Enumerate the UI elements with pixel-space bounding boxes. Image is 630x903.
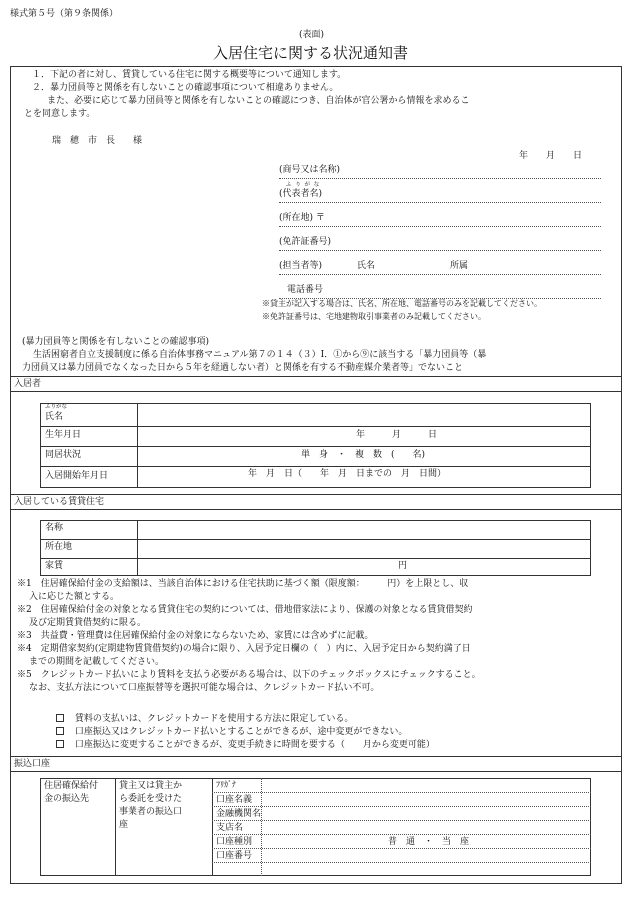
page-title: 入居住宅に関する状況通知書 <box>213 44 409 62</box>
resident-row-line <box>40 446 591 447</box>
confirmation-heading: (暴力団員等と関係を有しないことの確認事項) <box>22 337 210 347</box>
phone-label: 電話番号 <box>287 285 324 295</box>
bank-owner-label: 事業者の振込口 <box>119 807 183 817</box>
household-label: 同居状況 <box>45 450 82 460</box>
checkbox-row-2[interactable] <box>56 727 407 737</box>
contact-name-label: 氏名 <box>357 261 376 271</box>
bank-owner-label: 貸主又は貸主か <box>119 781 183 791</box>
checkbox-row-1[interactable] <box>56 714 353 724</box>
holder-label: 口座名義 <box>216 795 253 805</box>
dob-value[interactable]: 年 月 日 <box>356 430 438 440</box>
bank-dest-label: 住居確保給付 <box>44 781 99 791</box>
account-number-label: 口座番号 <box>216 851 253 861</box>
intro-item-2-cont: また、必要に応じて暴力団員等と関係を有しないことの確認につき、自治体が官公署から情報を求めるこ <box>47 96 470 106</box>
resident-row-line <box>40 426 591 427</box>
license-line[interactable] <box>279 250 601 251</box>
divider <box>10 509 622 510</box>
confirmation-line-1: 生活困窮者自立支援制度に係る自治体事務マニュアル第７の１４（３）Ⅰ．①から⑨に該当する「暴力団員等（暴 <box>33 350 487 360</box>
resident-row-line <box>40 466 591 467</box>
bank-owner-label: ら委託を受けた <box>119 794 183 804</box>
credit-only-checkbox[interactable] <box>56 714 64 722</box>
representative-line[interactable] <box>279 202 601 203</box>
form-number: 様式第５号（第９条関係） <box>10 9 119 19</box>
note-2: ※2 住居確保給付金の対象となる賃貸住宅の契約については、借地借家法により、保護の対象となる賃貸借契約 <box>17 605 473 615</box>
address-line[interactable] <box>279 226 601 227</box>
note-5: ※5 クレジットカード払いにより賃料を支払う必要がある場合は、以下のチェックボックスにチェックすること。 <box>17 670 481 680</box>
institution-label: 金融機関名 <box>216 809 262 819</box>
checkbox-label: 口座振込に変更することができるが、変更手続きに時間を要する（ 月から変更可能） <box>74 740 435 750</box>
account-type-label: 口座種別 <box>216 837 253 847</box>
checkbox-row-3[interactable] <box>56 740 435 750</box>
bank-col-divider <box>115 778 116 876</box>
resident-section-title: 入居者 <box>14 379 42 389</box>
bank-row-line <box>212 806 591 807</box>
checkbox-label: 口座振込又はクレジットカード払いとすることができるが、途中変更ができない。 <box>74 727 408 737</box>
divider <box>10 494 622 495</box>
checkbox-label: 賃料の支払いは、クレジットカードを使用する方法に限定している。 <box>74 714 354 724</box>
trade-name-label: (商号又は名称) <box>279 165 341 175</box>
furigana-label: ﾌﾘｶﾞﾅ <box>216 780 236 789</box>
dob-label: 生年月日 <box>45 430 82 440</box>
side-label: (表面) <box>299 30 325 40</box>
contact-dept-label: 所属 <box>450 261 469 271</box>
contact-label: (担当者等) <box>279 261 323 271</box>
account-type-value[interactable]: 普 通 ・ 当 座 <box>388 837 470 847</box>
housing-row-line <box>40 539 591 540</box>
rep-ruby: ふ り が な <box>286 182 321 188</box>
note-3: ※3 共益費・管理費は住居確保給付金の対象にならないため、家賃には含めずに記載。 <box>17 631 374 641</box>
divider <box>10 756 622 757</box>
representative-label: (代表者名) <box>279 189 323 199</box>
confirmation-line-2: 力団員又は暴力団員でなくなった日から５年を経過しない者）と関係を有する不動産媒介業者等」でないこと <box>22 363 464 373</box>
landlord-note-2: ※免許証番号は、宅地建物取引事業者のみ記載してください。 <box>262 312 486 321</box>
move-in-value[interactable]: 年 月 日（ 年 月 日までの 月 日間） <box>248 469 447 479</box>
housing-table <box>40 520 591 576</box>
bank-section-title: 振込口座 <box>14 759 51 769</box>
bank-row-line <box>212 848 591 849</box>
divider <box>10 771 622 772</box>
name-label: 氏名 <box>45 412 64 422</box>
intro-item-1: １．下記の者に対し、賃貸している住宅に関する概要等について通知します。 <box>32 70 347 80</box>
housing-name-label: 名称 <box>45 523 64 533</box>
rent-yen-unit: 円 <box>398 561 408 571</box>
note-4-cont: までの期間を記載してください。 <box>29 657 165 667</box>
changeable-checkbox[interactable] <box>56 740 64 748</box>
license-label: (免許証番号) <box>279 237 332 247</box>
note-1: ※1 住居確保給付金の支給額は、当該自治体における住宅扶助に基づく額（限度額： 円）を上限とし、収 <box>17 579 469 589</box>
landlord-note-1: ※貸主が記入する場合は、氏名、所在地、電話番号のみを記載してください。 <box>262 299 542 308</box>
date-field[interactable]: 年 月 日 <box>519 151 583 161</box>
move-in-label: 入居開始年月日 <box>45 471 109 481</box>
household-value[interactable]: 単 身 ・ 複 数 ( 名) <box>301 450 426 460</box>
name-ruby: ふりがな <box>45 404 68 410</box>
intro-item-2: ２．暴力団員等と関係を有しないことの確認事項について相違ありません。 <box>32 83 339 93</box>
bank-row-line <box>212 862 591 863</box>
bank-row-line <box>212 792 591 793</box>
housing-row-line <box>40 558 591 559</box>
divider <box>10 391 622 392</box>
note-2-cont: 及び定期賃貸借契約に限る。 <box>29 618 147 628</box>
note-4: ※4 定期借家契約(定期建物賃貸借契約)の場合に限り、入居予定日欄の（ ）内に、入居予定日から契約満了日 <box>17 644 471 654</box>
address-label: (所在地) 〒 <box>279 213 325 223</box>
housing-section-title: 入居している賃貸住宅 <box>14 497 105 507</box>
bank-row-line <box>212 820 591 821</box>
intro-item-2-cont2: とを同意します。 <box>24 109 96 119</box>
no-change-checkbox[interactable] <box>56 727 64 735</box>
note-5-cont: なお、支払方法について口座振替等を選択可能な場合は、クレジットカード払い不可。 <box>29 683 380 693</box>
note-1-cont: 入に応じた額とする。 <box>29 592 120 602</box>
trade-name-line[interactable] <box>279 178 601 179</box>
divider <box>10 376 622 377</box>
contact-line[interactable] <box>279 274 601 275</box>
bank-row-line <box>212 834 591 835</box>
bank-dest-label: 金の振込先 <box>44 794 90 804</box>
branch-label: 支店名 <box>216 823 244 833</box>
rent-label: 家賃 <box>45 561 64 571</box>
housing-location-label: 所在地 <box>45 542 73 552</box>
housing-col-divider <box>137 520 138 576</box>
bank-owner-label: 座 <box>119 820 129 830</box>
addressee: 瑞 穂 市 長 様 <box>52 136 143 146</box>
